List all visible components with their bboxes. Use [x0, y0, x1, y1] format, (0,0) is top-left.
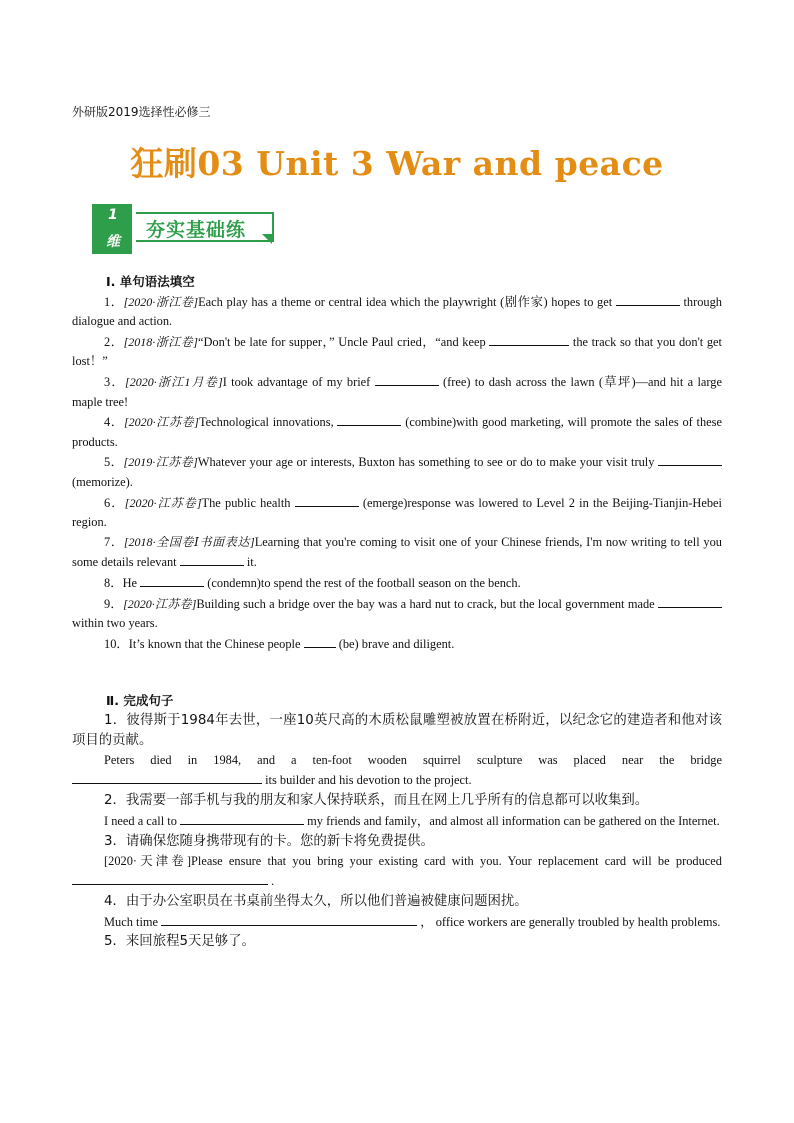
chinese-sentence: 我需要一部手机与我的朋友和家人保持联系，而且在网上几乎所有的信息都可以收集到。 [125, 793, 649, 809]
grammar-item [72, 332, 722, 372]
translation-item-chinese [72, 791, 722, 811]
grammar-item [72, 573, 722, 594]
answer-blank[interactable] [140, 573, 204, 587]
english-before: Peters died in 1984, and a ten-foot wooden squirrel sculpture was placed near the bridge [104, 752, 722, 767]
item-text-after: the track so that you don't get lost！” [72, 334, 722, 369]
item-text-before: Each play has a theme or central idea which the playwright (剧作家) hopes to get [198, 294, 613, 309]
english-after: ， office workers are generally troubled by health problems. [420, 914, 721, 929]
chinese-sentence: 请确保您随身携带现有的卡。您的新卡将免费提供。 [125, 833, 434, 849]
item-text-after: (emerge)response was lowered to Level 2 in the Beijing-Tianjin-Hebei region. [72, 495, 722, 530]
grammar-item [72, 412, 722, 452]
answer-blank[interactable] [658, 594, 722, 608]
chinese-sentence: 来回旅程5天足够了。 [125, 934, 255, 950]
grammar-item [72, 594, 722, 634]
item-number: 2． [104, 793, 126, 809]
chinese-sentence: 彼得斯于1984年去世，一座10英尺高的木质松鼠雕塑被放置在桥附近，以纪念它的建造者和他对该项目的贡献。 [72, 712, 722, 748]
item-source: [2018·浙江卷] [123, 334, 198, 349]
item-source: [2020·江苏卷] [123, 596, 197, 611]
item-number: 2． [104, 334, 124, 349]
answer-blank[interactable] [337, 412, 401, 426]
item-number: 1． [104, 712, 127, 728]
item-number: 3． [104, 833, 126, 849]
item-text-before: I took advantage of my brief [222, 374, 371, 389]
item-number: 3． [104, 374, 126, 389]
item-text-before: The public health [201, 495, 291, 510]
translation-item-chinese [72, 932, 722, 952]
document-title: 狂刷03 Unit 3 War and peace [130, 144, 664, 183]
translation-item-english [72, 811, 722, 832]
item-number: 9． [104, 596, 124, 611]
answer-blank[interactable] [375, 372, 439, 386]
translation-item-chinese [72, 892, 722, 912]
answer-blank[interactable] [658, 452, 722, 466]
item-number: 6． [104, 495, 125, 510]
grammar-item [72, 292, 722, 332]
answer-blank[interactable] [295, 493, 359, 507]
answer-blank[interactable] [72, 770, 262, 784]
english-after: my friends and family，and almost all information can be gathered on the Internet. [307, 814, 720, 829]
item-text-before: Learning that you're coming to visit one of your Chinese friends, I'm now writing to tell you some details relevant [72, 534, 722, 570]
badge-tail-icon [262, 234, 272, 244]
translation-item-english [72, 852, 722, 892]
section1-list [72, 292, 722, 655]
grammar-item [72, 634, 722, 655]
grammar-item [72, 493, 722, 533]
answer-blank[interactable] [489, 332, 569, 346]
english-after: its builder and his devotion to the project. [265, 773, 472, 788]
section-badge [92, 204, 284, 254]
item-number: 5． [104, 455, 124, 470]
exercise-content [72, 272, 722, 952]
item-source: [2020·天津卷] [104, 853, 192, 868]
item-source: [2019·江苏卷] [123, 455, 198, 470]
item-number: 1． [104, 294, 124, 309]
grammar-item [72, 452, 722, 492]
item-text-before: He [122, 575, 138, 590]
answer-blank[interactable] [161, 912, 417, 926]
item-number: 5． [104, 934, 126, 950]
header-note: 外研版2019选择性必修三 [72, 105, 211, 119]
grammar-item [72, 372, 722, 412]
badge-label: 夯实基础练 [146, 219, 247, 241]
item-text-after: (condemn)to spend the rest of the football season on the bench. [207, 575, 521, 590]
answer-blank[interactable] [304, 634, 336, 648]
badge-number: 1 [108, 207, 118, 223]
item-source: [2020·浙江1月卷] [125, 374, 223, 389]
item-source: [2020·江苏卷] [123, 415, 199, 430]
item-source: [2020·江苏卷] [124, 495, 202, 510]
answer-blank[interactable] [616, 292, 680, 306]
english-after: . [271, 874, 275, 889]
section2-heading: Ⅱ. 完成句子 [106, 693, 174, 709]
item-text-after: (be) brave and diligent. [338, 636, 455, 651]
item-source: [2018·全国卷Ⅰ书面表达] [123, 534, 255, 549]
english-before: I need a call to [104, 814, 177, 829]
item-text-after: (combine)with good marketing, will promote the sales of these products. [72, 415, 723, 449]
translation-item-english [72, 751, 722, 791]
grammar-item [72, 533, 722, 573]
item-text-before: Whatever your age or interests, Buxton has something to see or do to make your visit truly [197, 455, 655, 470]
item-text-after: (free) to dash across the lawn (草坪)—and hit a large maple tree! [72, 374, 722, 409]
item-number: 8． [104, 575, 123, 590]
item-source: [2020·浙江卷] [123, 294, 199, 309]
item-text-before: Building such a bridge over the bay was a hard nut to crack, but the local government made [196, 596, 655, 611]
chinese-sentence: 由于办公室职员在书桌前坐得太久，所以他们普遍被健康问题困扰。 [125, 893, 528, 909]
badge-number-box [92, 204, 132, 254]
item-text-before: It’s known that the Chinese people [128, 636, 301, 651]
item-text-after: through dialogue and action. [72, 294, 722, 329]
answer-blank[interactable] [72, 871, 268, 885]
english-before: Please ensure that you bring your existing card with you. Your replacement card will be produced [191, 853, 722, 868]
english-before: Much time [104, 914, 159, 929]
translation-item-chinese [72, 711, 722, 751]
item-number: 4． [104, 893, 126, 909]
answer-blank[interactable] [180, 552, 244, 566]
item-number: 4． [104, 415, 124, 430]
item-text-after: it. [246, 555, 257, 570]
translation-item-chinese [72, 832, 722, 852]
item-text-before: Technological innovations, [198, 415, 334, 430]
translation-item-english [72, 912, 722, 933]
badge-unit: 维 [106, 234, 120, 250]
item-text-after: within two years. [72, 616, 158, 631]
item-text-after: (memorize). [72, 474, 133, 489]
badge-label-box [136, 212, 274, 242]
item-number: 10． [104, 636, 129, 651]
section1-heading: Ⅰ. 单句语法填空 [106, 274, 195, 289]
answer-blank[interactable] [180, 811, 304, 825]
item-text-before: “Don't be late for supper，” Uncle Paul cried，“and keep [197, 334, 486, 349]
section2-list [72, 711, 722, 953]
item-number: 7． [104, 534, 124, 549]
